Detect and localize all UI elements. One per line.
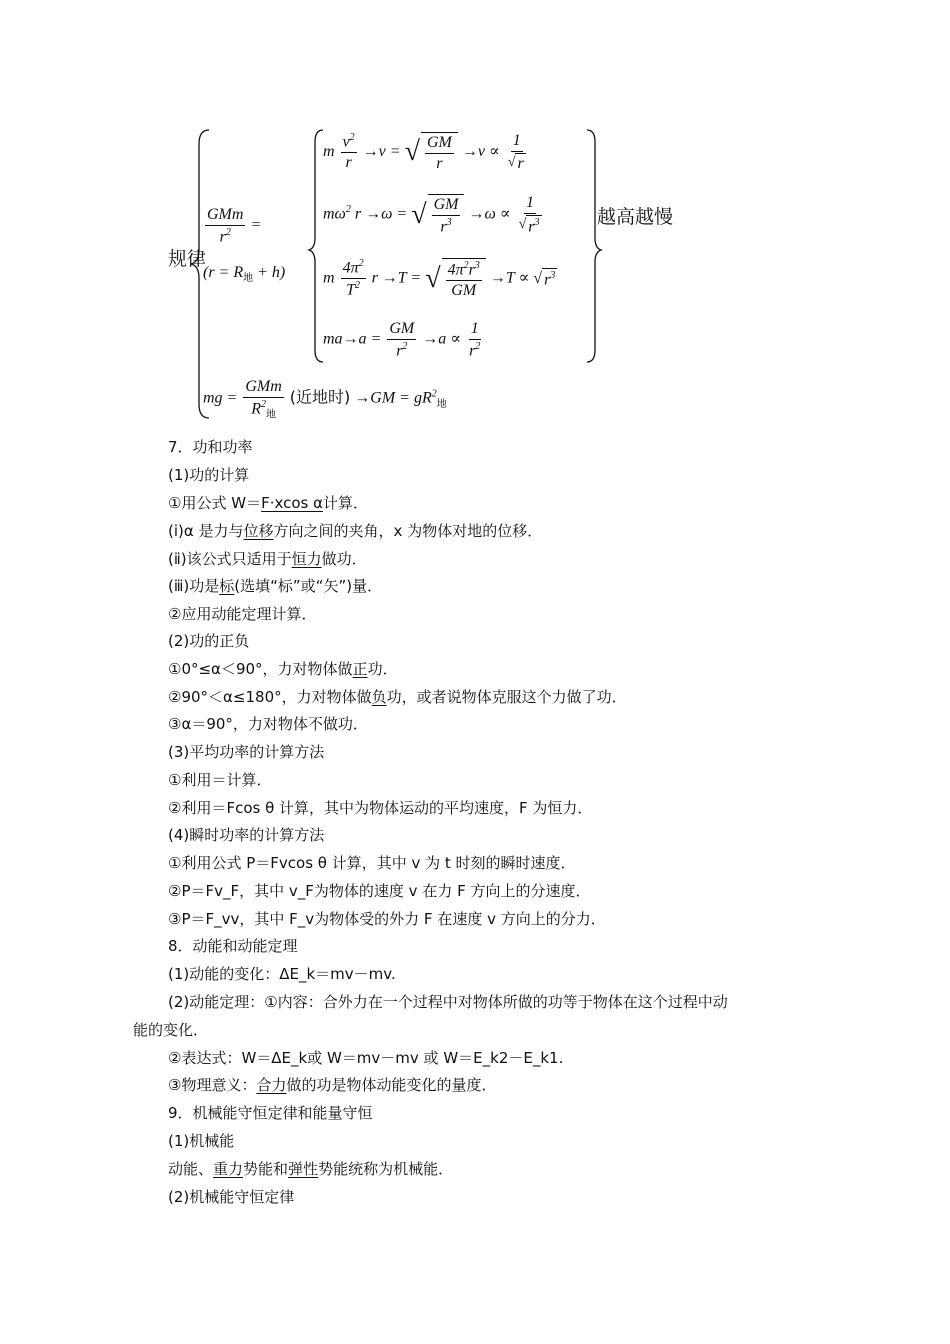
negative-work-line: ②90°＜α≤180°，力对物体做负功，或者说物体克服这个力做了功． [168, 688, 627, 706]
period-row: m $\frac{4\pi^2}{T^2}$ r →T = √ $\frac{4\pi^2r^3}{GM}$ →T ∝ √ $r^3$ [323, 258, 556, 299]
average-power-line-1: ①利用＝计算． [168, 771, 272, 789]
section-7-heading: 7．功和功率 [168, 438, 253, 456]
physical-meaning-line: ③物理意义：合力做的功是物体动能变化的量度． [168, 1076, 497, 1094]
section-8-heading: 8．动能和动能定理 [168, 937, 298, 955]
positive-work-line: ①0°≤α＜90°，力对物体做正功． [168, 660, 398, 678]
mechanical-energy-definition: 动能、重力势能和弹性势能统称为机械能． [168, 1160, 454, 1178]
constant-force-line: (ⅱ)该公式只适用于恒力做功． [168, 550, 367, 568]
main-lhs: $\frac{\text{GMm}}{r^2}$ = [207, 206, 261, 245]
theorem-expression-line: ②表达式：W＝ΔE_k或 W＝mv－mv 或 W＝E_k2－E_k1. [168, 1049, 564, 1067]
right-brace [587, 130, 601, 362]
mechanical-energy-heading: (1)机械能 [168, 1132, 235, 1150]
angular-velocity-row: $m\omega^2$ r →ω = √ $\frac{GM}{r^3}$ →ω ∝ 1 √ $r^3$ [323, 194, 540, 235]
work-formula-line: ①用公式 W＝F·xcos α计算． [168, 494, 368, 512]
zero-work-line: ③α＝90°，力对物体不做功． [168, 715, 368, 733]
kinetic-energy-change-line: (1)动能的变化：ΔE_k＝mv－mv. [168, 965, 396, 983]
radius-definition: $(r = R_地 + h)$ [203, 264, 286, 285]
instant-power-line-1: ①利用公式 P＝Fvcos θ 计算，其中 v 为 t 时刻的瞬时速度． [168, 854, 576, 872]
inner-brace [309, 130, 323, 362]
average-power-line-2: ②利用＝Fcos θ 计算，其中为物体运动的平均速度，F 为恒力． [168, 799, 593, 817]
kinetic-theorem-calc-line: ②应用动能定理计算． [168, 605, 317, 623]
average-power-heading: (3)平均功率的计算方法 [168, 743, 325, 761]
conservation-law-heading: (2)机械能守恒定律 [168, 1188, 295, 1206]
near-earth-row: mg = $\frac{\text{GMm}}{R^2_地}$ (近地时) $\to GM = gR^2_地$ [203, 378, 447, 421]
velocity-row: m $\frac{v^2}{r}$ →v = √ $\frac{GM}{r}$ →v ∝ 1 √ r [323, 132, 524, 172]
instant-power-line-2: ②P＝Fv_F，其中 v_F为物体的速度 v 在力 F 方向上的分速度． [168, 882, 591, 900]
instant-power-line-3: ③P＝F_vv，其中 F_v为物体受的外力 F 在速度 v 方向上的分力． [168, 910, 606, 928]
theorem-content-continuation: 能的变化． [133, 1021, 209, 1039]
work-calc-heading: (1)功的计算 [168, 466, 250, 484]
work-sign-heading: (2)功的正负 [168, 632, 250, 650]
theorem-content-line: (2)动能定理：①内容：合外力在一个过程中对物体所做的功等于物体在这个过程中动 [168, 993, 728, 1011]
section-9-heading: 9．机械能守恒定律和能量守恒 [168, 1104, 373, 1122]
acceleration-row: ma→a = $\frac{GM}{r^2}$ →a ∝ $\frac{1}{r^2}$ [323, 320, 481, 359]
instant-power-heading: (4)瞬时功率的计算方法 [168, 826, 325, 844]
gravitation-formula-block [165, 122, 674, 427]
rule-label: 规律 [168, 248, 207, 270]
angle-line: (ⅰ)α 是力与位移方向之间的夹角，x 为物体对地的位移． [168, 522, 543, 540]
higher-slower-label: 越高越慢 [597, 206, 674, 228]
scalar-line: (ⅲ)功是标(选填“标”或“矢”)量． [168, 577, 383, 595]
